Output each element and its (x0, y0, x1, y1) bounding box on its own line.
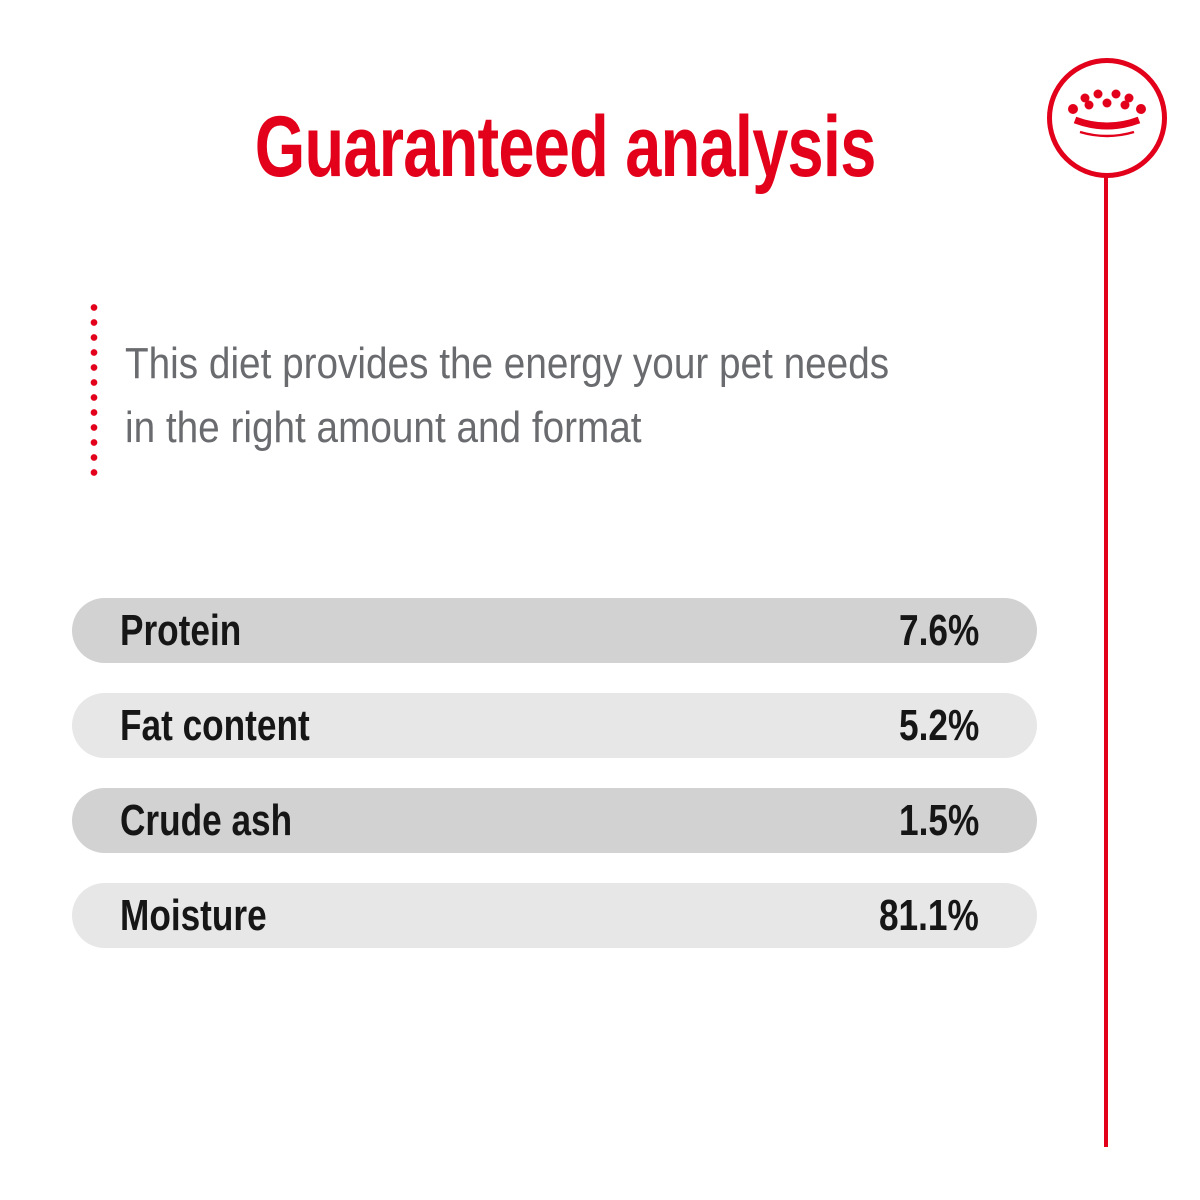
brand-vertical-line (1104, 176, 1108, 1147)
crown-icon (1068, 88, 1146, 148)
description-line-1: This diet provides the energy your pet needs (125, 339, 890, 388)
table-row-protein (72, 598, 1037, 663)
table-row-crude-ash (72, 788, 1037, 853)
row-value: 81.1% (879, 890, 979, 940)
row-label: Fat content (120, 700, 310, 750)
analysis-table (72, 598, 1037, 978)
row-value: 1.5% (898, 795, 979, 845)
description-text (125, 332, 993, 460)
row-label: Crude ash (120, 795, 293, 845)
royal-canin-logo (1047, 58, 1167, 178)
table-row-fat-content (72, 693, 1037, 758)
table-row-moisture (72, 883, 1037, 948)
row-label: Moisture (120, 890, 267, 940)
page-title-text: Guaranteed analysis (254, 99, 876, 195)
page-title (85, 99, 1045, 195)
description-line-2: in the right amount and format (125, 403, 642, 452)
row-value: 7.6% (898, 605, 979, 655)
dotted-divider (90, 300, 98, 481)
row-value: 5.2% (898, 700, 979, 750)
row-label: Protein (120, 605, 242, 655)
